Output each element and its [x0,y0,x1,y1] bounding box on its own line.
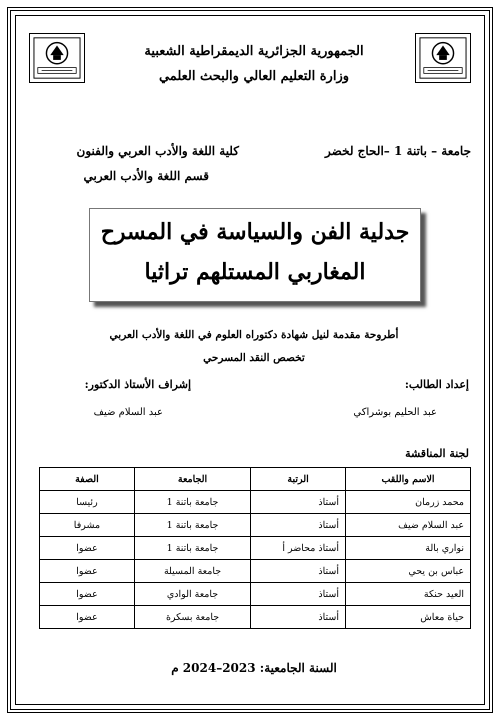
member-name: نواري بالة [346,537,471,560]
faculty-name: كلية اللغة والأدب العربي والفنون [76,144,239,158]
document-page [7,7,493,713]
column-header-rank: الرتبة [251,468,346,491]
thesis-specialty: تخصص النقد المسرحي [203,352,305,364]
column-header-role: الصفة [40,468,135,491]
committee-table-header-row [40,468,471,491]
table-row [40,491,471,514]
member-rank: أستاذ [251,491,346,514]
table-row [40,560,471,583]
university-logo-left-icon [29,33,85,83]
member-university: جامعة المسيلة [134,560,250,583]
table-row [40,583,471,606]
thesis-description: أطروحة مقدمة لنيل شهادة دكتوراه العلوم في اللغة والأدب العربي [109,329,399,341]
student-name: عبد الحليم بوشراكي [353,407,437,418]
member-role: عضوا [40,560,135,583]
member-name: عباس بن يحي [346,560,471,583]
member-rank: أستاذ [251,583,346,606]
republic-heading: الجمهورية الجزائرية الديمقراطية الشعبية [144,44,364,59]
member-rank: أستاذ محاضر أ [251,537,346,560]
department-name: قسم اللغة والأدب العربي [83,169,209,183]
thesis-title-line-2: المغاربي المستلهم تراثيا [144,259,366,285]
committee-table [39,467,471,629]
thesis-title-line-1: جدلية الفن والسياسة في المسرح [100,219,410,245]
academic-year: السنة الجامعية: 2023–2024 م [171,661,337,675]
table-row [40,537,471,560]
member-role: مشرفا [40,514,135,537]
supervisor-label: إشراف الأستاذ الدكتور: [84,378,191,391]
member-name: حياة معاش [346,606,471,629]
column-header-name: الاسم واللقب [346,468,471,491]
member-university: جامعة باتنة 1 [134,514,250,537]
member-rank: أستاذ [251,560,346,583]
member-university: جامعة الوادي [134,583,250,606]
member-role: عضوا [40,583,135,606]
university-name: جامعة – باتنة 1 –الحاج لخضر [325,144,471,158]
member-role: عضوا [40,606,135,629]
member-role: عضوا [40,537,135,560]
member-rank: أستاذ [251,606,346,629]
member-role: رئيسا [40,491,135,514]
member-name: العيد حنكة [346,583,471,606]
thesis-title-box [89,208,421,302]
supervisor-name: عبد السلام ضيف [93,407,163,418]
committee-heading: لجنة المناقشة [405,447,469,460]
student-label: إعداد الطالب: [404,378,469,391]
column-header-university: الجامعة [134,468,250,491]
member-rank: أستاذ [251,514,346,537]
member-university: جامعة بسكرة [134,606,250,629]
table-row [40,514,471,537]
member-university: جامعة باتنة 1 [134,491,250,514]
member-university: جامعة باتنة 1 [134,537,250,560]
university-logo-right-icon [415,33,471,83]
member-name: عبد السلام ضيف [346,514,471,537]
member-name: محمد زرمان [346,491,471,514]
ministry-heading: وزارة التعليم العالي والبحث العلمي [158,69,350,84]
table-row [40,606,471,629]
